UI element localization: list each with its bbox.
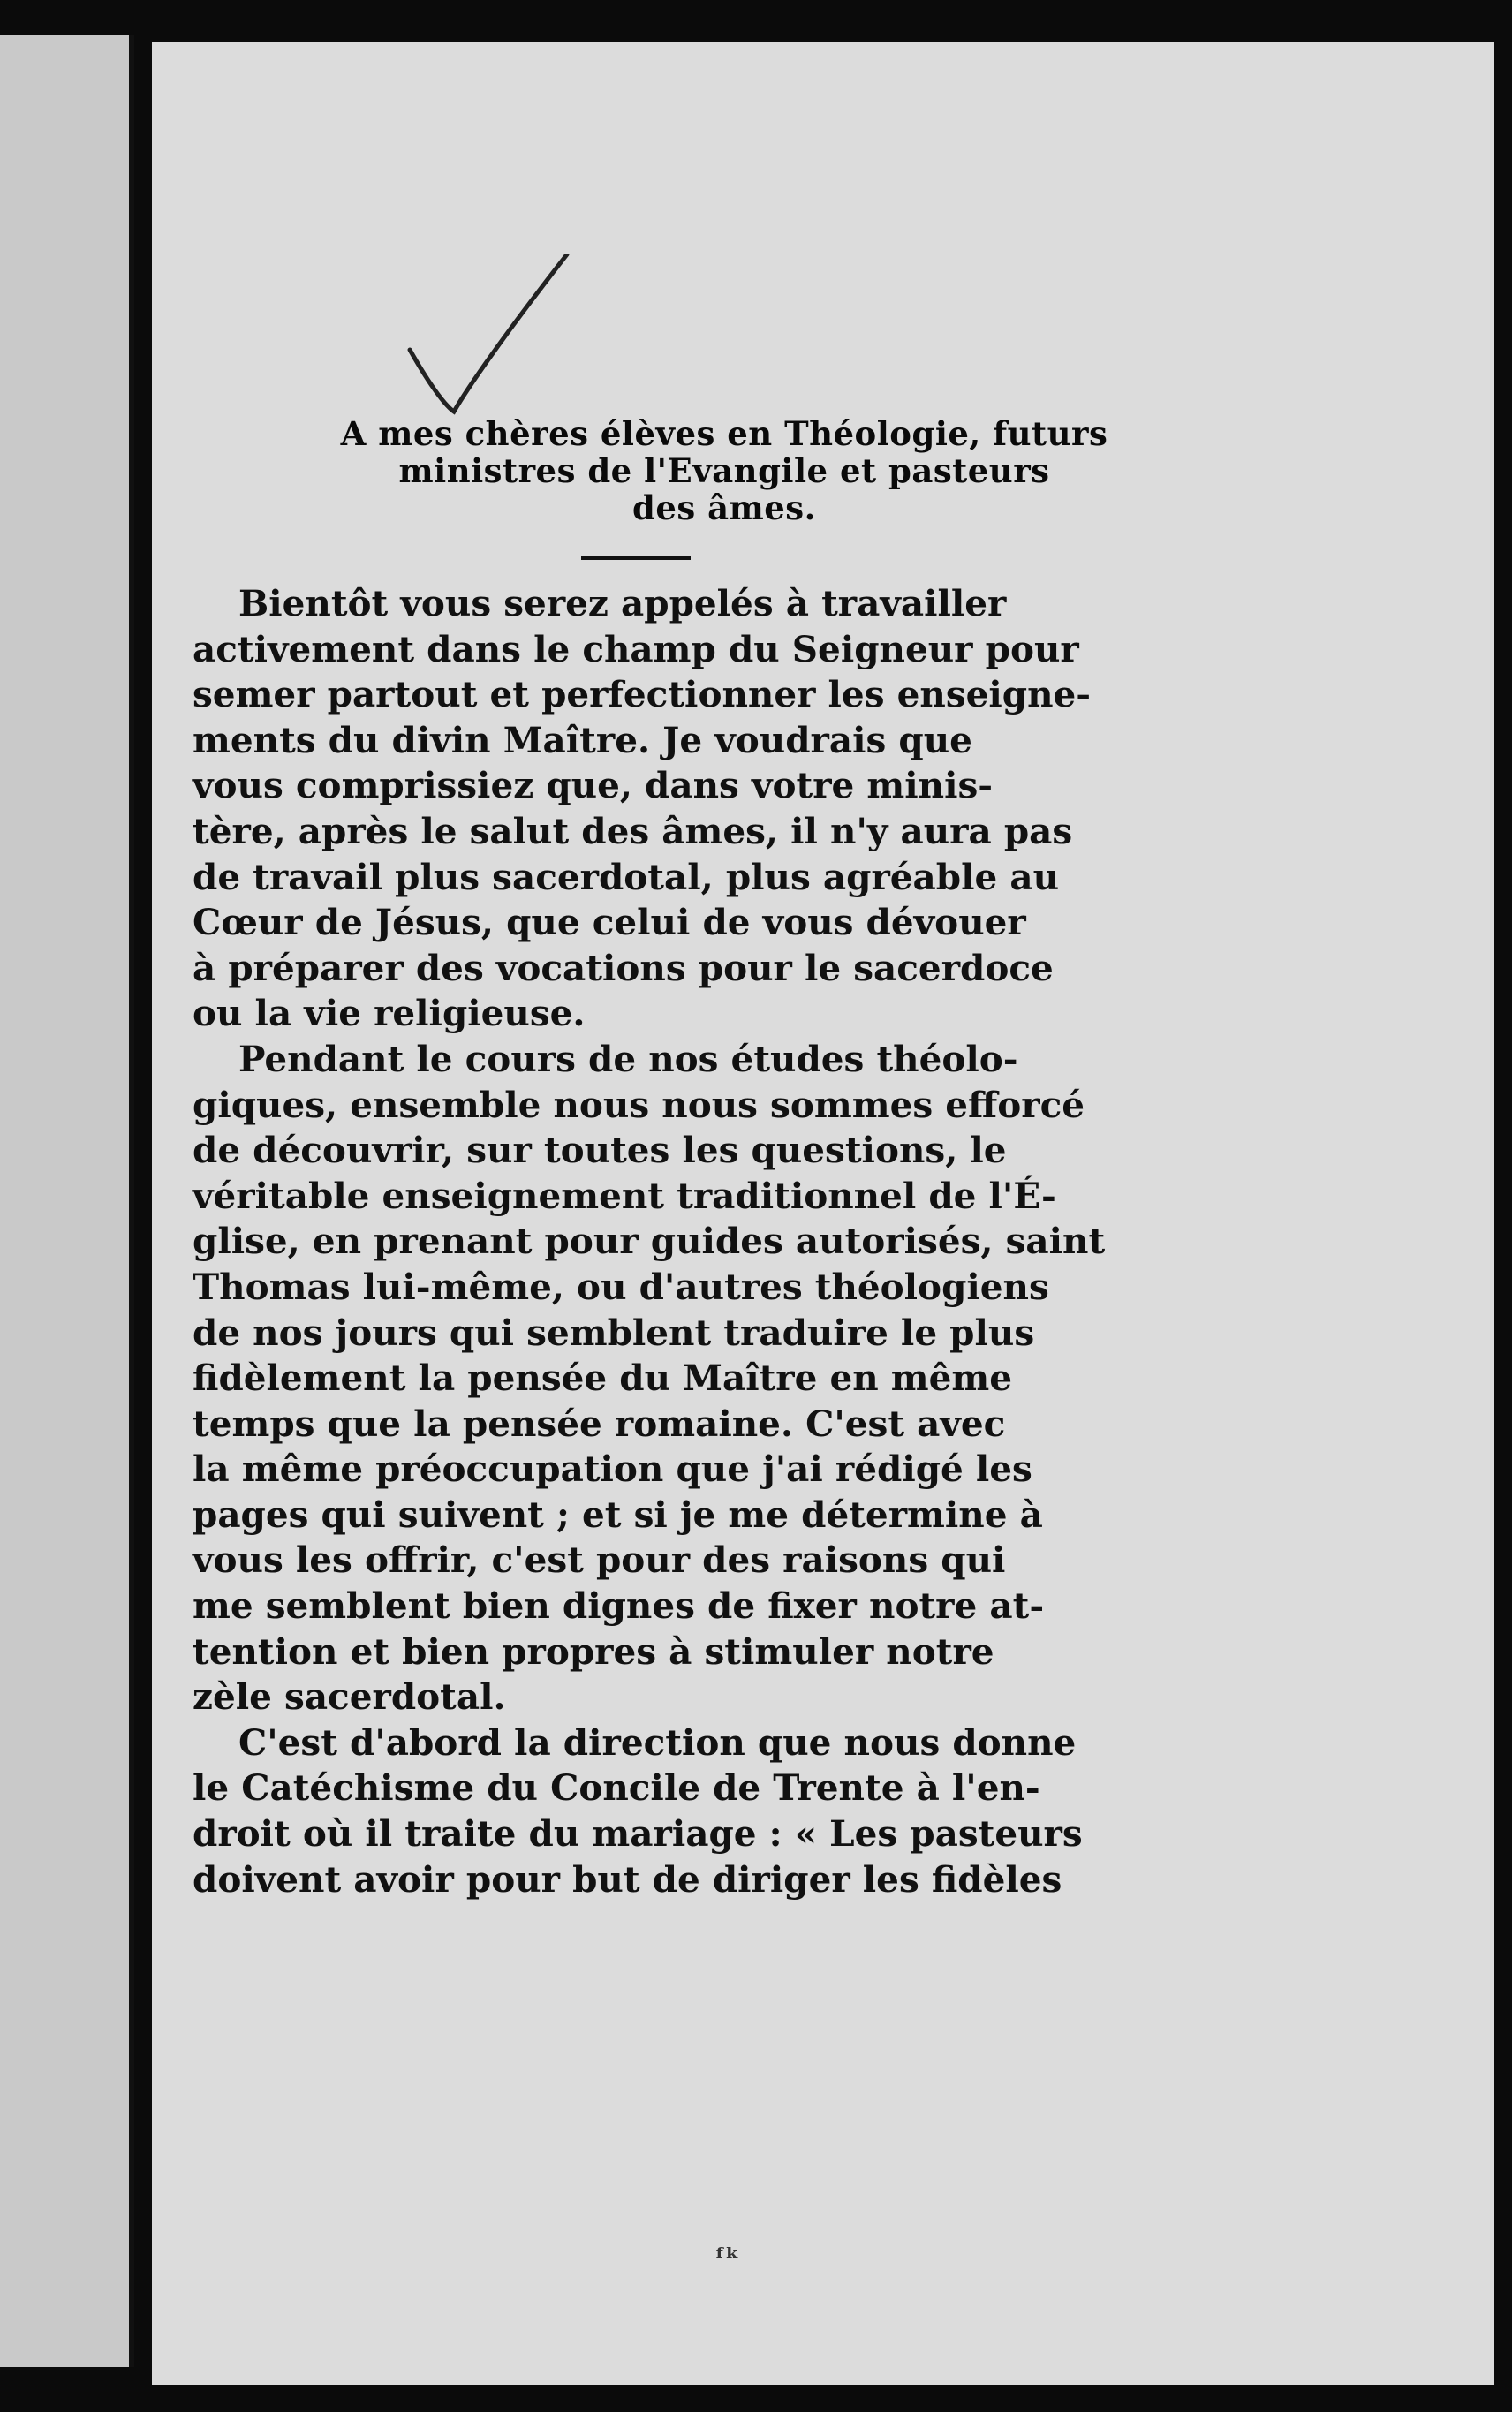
text-line: giques, ensemble nous nous sommes efforcé [193, 1083, 1085, 1126]
text-line: ou la vie religieuse. [193, 992, 586, 1035]
text-line: vous comprissiez que, dans votre minis- [193, 764, 994, 807]
text-line: de découvrir, sur toutes les questions, le [193, 1129, 1007, 1172]
text-line: tention et bien propres à stimuler notre [193, 1629, 994, 1673]
dedication-line: des âmes. [632, 488, 816, 527]
text-line: Thomas lui-même, ou d'autres théologiens [193, 1265, 1049, 1308]
text-line: tère, après le salut des âmes, il n'y aura pas [193, 809, 1073, 852]
text-line: à préparer des vocations pour le sacerdoce [193, 946, 1054, 989]
text-line: fidèlement la pensée du Maître en même [193, 1357, 1013, 1400]
paragraph-1 [193, 581, 1201, 1037]
text-line: glise, en prenant pour guides autorisés, saint [193, 1220, 1106, 1263]
text-line: C'est d'abord la direction que nous donne [238, 1720, 1077, 1764]
text-line: pages qui suivent ; et si je me détermine à [193, 1493, 1043, 1536]
paragraph-2 [193, 1037, 1201, 1720]
checkmark-icon [399, 254, 717, 431]
text-line: de nos jours qui semblent traduire le plus [193, 1311, 1035, 1354]
text-line: le Catéchisme du Concile de Trente à l'en- [193, 1766, 1040, 1810]
page-footer-mark: ᶠᵏ [715, 2243, 740, 2274]
text-line: Bientôt vous serez appelés à travailler [238, 582, 1007, 624]
text-line: véritable enseignement traditionnel de l'É- [193, 1174, 1056, 1217]
text-line: de travail plus sacerdotal, plus agréable au [193, 855, 1060, 898]
text-line: doivent avoir pour but de diriger les fidèles [193, 1857, 1062, 1901]
text-line: la même préoccupation que j'ai rédigé les [193, 1448, 1032, 1491]
adjacent-page-edge [0, 35, 134, 2367]
text-line: temps que la pensée romaine. C'est avec [193, 1402, 1006, 1445]
text-line: ments du divin Maître. Je voudrais que [193, 718, 972, 761]
separator-rule [581, 556, 691, 560]
text-line: vous les offrir, c'est pour des raisons qui [193, 1539, 1006, 1582]
body-text [193, 581, 1201, 1902]
paragraph-3 [193, 1720, 1201, 1902]
text-line: Pendant le cours de nos études théolo- [238, 1037, 1018, 1080]
text-line: zèle sacerdotal. [193, 1675, 506, 1719]
text-line: semer partout et perfectionner les enseigne- [193, 673, 1092, 716]
text-line: activement dans le champ du Seigneur pour [193, 627, 1079, 670]
text-line: me semblent bien dignes de fixer notre at- [193, 1584, 1045, 1628]
text-line: droit où il traite du mariage : « Les pasteurs [193, 1812, 1083, 1856]
dedication-heading [221, 415, 1228, 526]
dedication-line: A mes chères élèves en Théologie, futurs [340, 414, 1108, 453]
text-line: Cœur de Jésus, que celui de vous dévouer [193, 901, 1026, 944]
dedication-line: ministres de l'Evangile et pasteurs [398, 451, 1050, 490]
